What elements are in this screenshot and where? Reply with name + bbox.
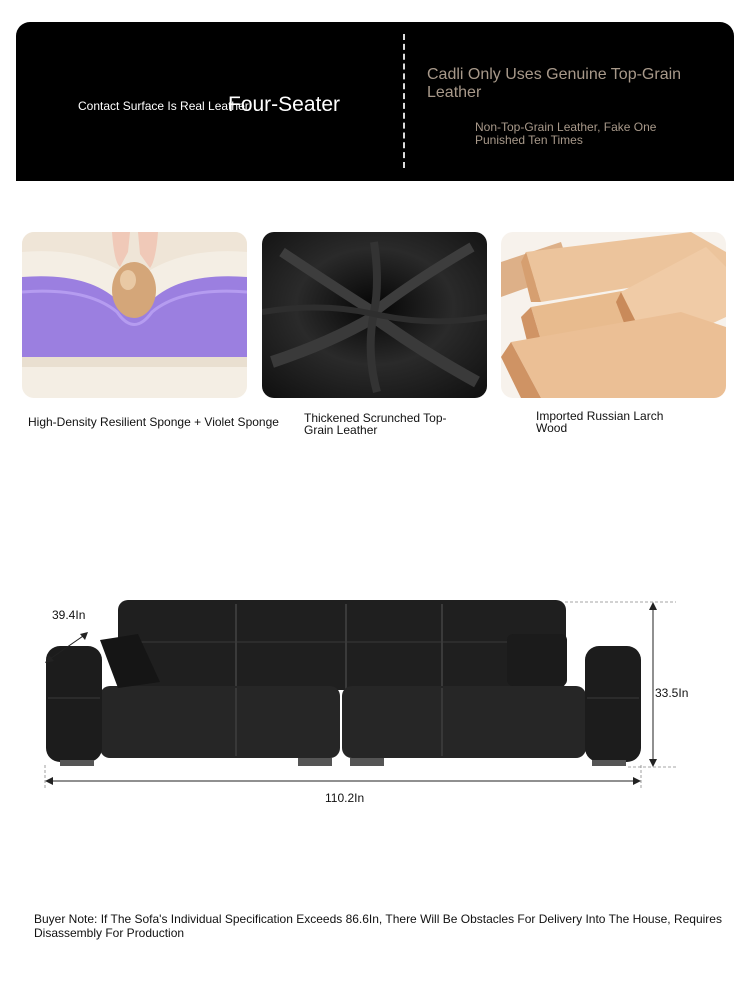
width-label: 110.2In (325, 791, 365, 805)
fake-leather-subtext: Non-Top-Grain Leather, Fake One Punished Ten Times (475, 120, 657, 147)
depth-label: 39.4In (52, 608, 86, 622)
four-seater-title: Four-Seater (228, 93, 341, 116)
contact-surface-text: Contact Surface Is Real Leather (78, 99, 249, 113)
sofa-seat-left (100, 686, 340, 758)
sofa-arm-left (46, 646, 102, 762)
sofa-backrest (118, 600, 566, 690)
leather-photo (262, 232, 487, 398)
sofa-seat-right (342, 686, 586, 758)
sofa-pillow-right (507, 634, 567, 686)
genuine-leather-headline: Cadli Only Uses Genuine Top-Grain Leather (427, 66, 682, 101)
sponge-photo (22, 232, 247, 398)
larch-wood-icon (501, 232, 726, 398)
hero-banner (16, 22, 734, 181)
leather-texture-icon (262, 232, 487, 398)
leather-caption: Thickened Scrunched Top-Grain Leather (304, 411, 447, 437)
dashed-divider (403, 34, 405, 168)
sofa-arm-right (585, 646, 641, 762)
wood-caption: Imported Russian Larch Wood (536, 409, 664, 435)
sponge-caption: High-Density Resilient Sponge + Violet Sponge (28, 415, 279, 429)
height-label: 33.5In (655, 686, 689, 700)
sponge-egg-icon (22, 232, 247, 398)
buyer-note: Buyer Note: If The Sofa's Individual Specification Exceeds 86.6In, There Will Be Obstacles For Delivery Into The House, Requires Disassembly For Production (34, 912, 722, 940)
wood-photo (501, 232, 726, 398)
sofa-dimension-diagram (0, 590, 750, 790)
